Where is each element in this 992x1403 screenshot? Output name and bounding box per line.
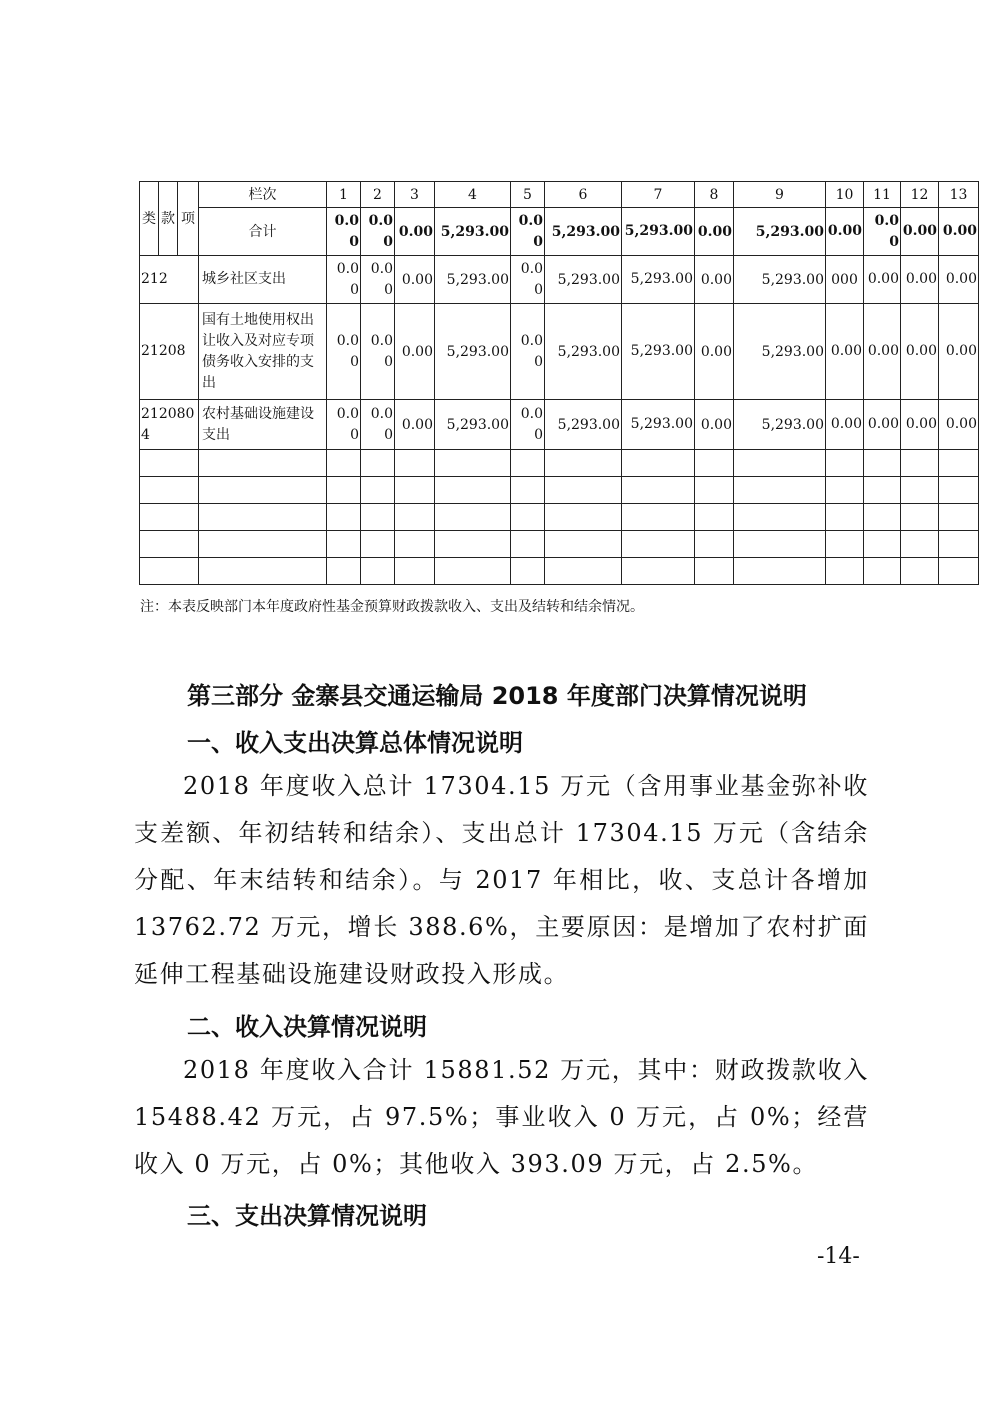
row-cell: 0.00 [901,304,939,400]
table-header-row [140,182,979,208]
row-cell: 5,293.00 [734,256,826,304]
row-cell: 5,293.00 [734,400,826,450]
col-header: 10 [826,182,864,208]
total-label: 合计 [199,208,327,256]
row-name: 农村基础设施建设支出 [199,400,327,450]
col-header: 13 [939,182,979,208]
total-cell: 0.00 [826,208,864,256]
empty-row [140,504,979,531]
row-cell: 0.00 [939,400,979,450]
row-cell: 0.00 [395,400,435,450]
row-cell: 0.00 [361,304,395,400]
col-header: 8 [695,182,734,208]
page-number: -14- [817,1244,860,1269]
header-lei: 类 [140,182,159,256]
row-cell: 0.00 [826,400,864,450]
total-cell: 0.00 [361,208,395,256]
row-cell: 0.00 [361,256,395,304]
row-code: 21208 [140,304,199,400]
col-header: 1 [327,182,361,208]
row-cell: 5,293.00 [622,400,695,450]
row-cell: 0.00 [511,256,545,304]
budget-table-wrapper [139,181,978,585]
row-cell: 0.00 [864,304,901,400]
col-header: 3 [395,182,435,208]
row-cell: 0.00 [826,304,864,400]
empty-row [140,558,979,585]
budget-table [139,181,979,585]
section-3-title: 三、支出决算情况说明 [187,1202,427,1230]
row-cell: 0.00 [327,256,361,304]
row-cell: 0.00 [395,256,435,304]
row-cell: 0.00 [327,400,361,450]
row-cell: 5,293.00 [622,256,695,304]
row-cell: 0.00 [695,304,734,400]
table-note: 注：本表反映部门本年度政府性基金预算财政拨款收入、支出及结转和结余情况。 [140,599,644,615]
row-cell: 0.00 [939,256,979,304]
table-row [140,256,979,304]
total-cell: 0.00 [511,208,545,256]
row-cell: 0.00 [327,304,361,400]
col-header: 6 [545,182,622,208]
row-code: 2120804 [140,400,199,450]
empty-row [140,531,979,558]
header-kuan: 款 [159,182,178,256]
col-header: 11 [864,182,901,208]
row-cell: 5,293.00 [622,304,695,400]
total-cell: 0.00 [327,208,361,256]
section-2-paragraph: 2018 年度收入合计 15881.52 万元，其中：财政拨款收入 15488.42 万元，占 97.5%；事业收入 0 万元，占 0%；经营收入 0 万元，占 0%；其他收入 393.09 万元，占 2.5%。 [134,1056,869,1178]
total-cell: 0.00 [901,208,939,256]
col-header: 2 [361,182,395,208]
table-row [140,304,979,400]
total-row [140,208,979,256]
total-cell: 5,293.00 [734,208,826,256]
row-cell: 0.00 [864,256,901,304]
row-name: 城乡社区支出 [199,256,327,304]
row-code: 212 [140,256,199,304]
row-cell: 5,293.00 [545,400,622,450]
total-cell: 0.00 [939,208,979,256]
empty-row [140,477,979,504]
row-cell: 000 [826,256,864,304]
row-cell: 0.00 [939,304,979,400]
col-header: 12 [901,182,939,208]
row-cell: 0.00 [695,400,734,450]
row-cell: 5,293.00 [545,304,622,400]
part-title: 第三部分 金寨县交通运输局 2018 年度部门决算情况说明 [187,682,807,710]
total-cell: 5,293.00 [622,208,695,256]
col-header: 4 [435,182,511,208]
total-cell: 0.00 [395,208,435,256]
row-cell: 0.00 [511,400,545,450]
row-cell: 0.00 [395,304,435,400]
row-cell: 5,293.00 [545,256,622,304]
table-row [140,400,979,450]
section-2-title: 二、收入决算情况说明 [187,1013,427,1041]
row-name: 国有土地使用权出让收入及对应专项债务收入安排的支出 [199,304,327,400]
row-cell: 0.00 [864,400,901,450]
row-cell: 0.00 [901,400,939,450]
col-header: 7 [622,182,695,208]
row-cell: 0.00 [901,256,939,304]
total-cell: 0.00 [695,208,734,256]
total-cell: 5,293.00 [435,208,511,256]
col-header: 5 [511,182,545,208]
row-cell: 5,293.00 [734,304,826,400]
total-cell: 0.00 [864,208,901,256]
section-1-paragraph: 2018 年度收入总计 17304.15 万元（含用事业基金弥补收支差额、年初结转和结余）、支出总计 17304.15 万元（含结余分配、年末结转和结余）。与 2017 年相比，收、支总计各增加 13762.72 万元，增长 388.6%，主要原因：是增加了农村扩面延伸工程基础设施建设财政投入形成。 [134,772,869,988]
row-cell: 0.00 [361,400,395,450]
row-cell: 5,293.00 [435,400,511,450]
row-cell: 5,293.00 [435,304,511,400]
row-cell: 0.00 [511,304,545,400]
header-xiang: 项 [178,182,199,256]
empty-row [140,450,979,477]
row-cell: 0.00 [695,256,734,304]
section-1-title: 一、收入支出决算总体情况说明 [187,729,523,757]
header-lanci: 栏次 [199,182,327,208]
total-cell: 5,293.00 [545,208,622,256]
row-cell: 5,293.00 [435,256,511,304]
col-header: 9 [734,182,826,208]
